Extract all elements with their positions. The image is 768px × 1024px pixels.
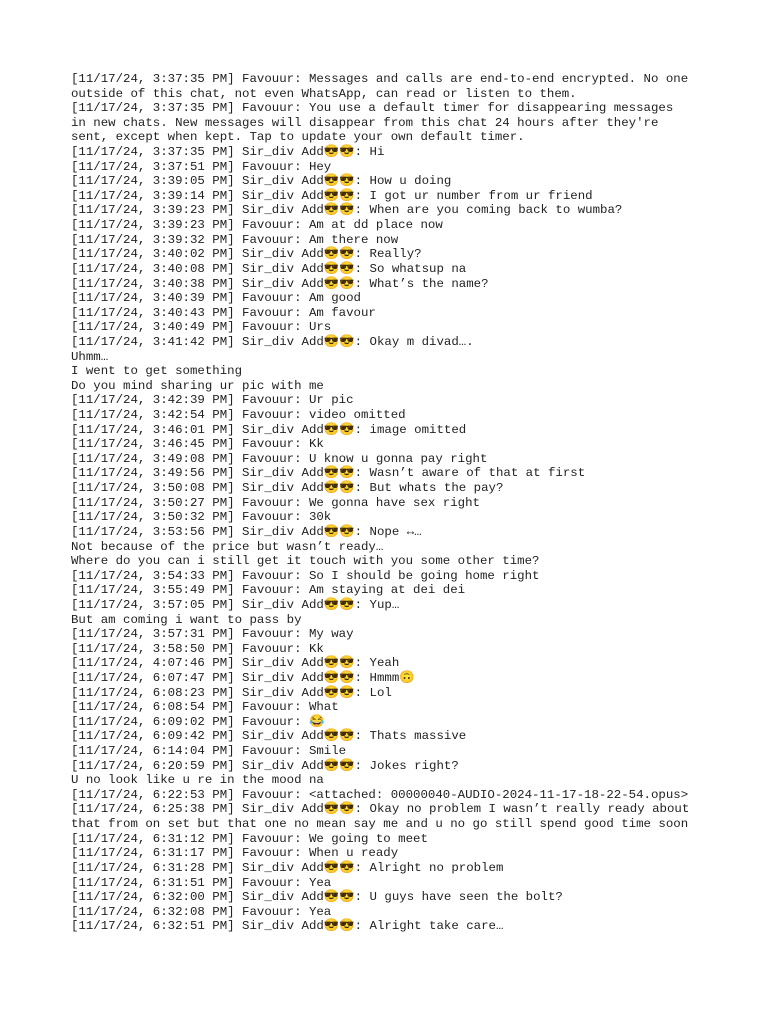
transcript-line: [11/17/24, 6:08:23 PM] Sir_div Add😎😎: Lol [71, 685, 392, 700]
transcript-line: U no look like u re in the mood na [71, 773, 324, 788]
transcript-line: I went to get something [71, 364, 243, 379]
transcript-line: in new chats. New messages will disappear from this chat 24 hours after they're [71, 115, 659, 130]
transcript-line: [11/17/24, 6:09:42 PM] Sir_div Add😎😎: Thats massive [71, 729, 467, 744]
transcript-line: [11/17/24, 6:31:51 PM] Favouur: Yea [71, 875, 332, 890]
transcript-line: But am coming i want to pass by [71, 612, 302, 627]
transcript-line: [11/17/24, 6:08:54 PM] Favouur: What [71, 700, 339, 715]
transcript-line: [11/17/24, 3:39:23 PM] Favouur: Am at dd place now [71, 218, 443, 233]
transcript-line: [11/17/24, 3:40:02 PM] Sir_div Add😎😎: Really? [71, 247, 422, 262]
transcript-line: [11/17/24, 6:31:17 PM] Favouur: When u ready [71, 846, 399, 861]
transcript-line: [11/17/24, 3:40:38 PM] Sir_div Add😎😎: What’s the name? [71, 276, 489, 291]
transcript-line: [11/17/24, 3:54:33 PM] Favouur: So I should be going home right [71, 568, 540, 583]
transcript-line: [11/17/24, 6:32:51 PM] Sir_div Add😎😎: Alright take care… [71, 919, 504, 934]
transcript-line: [11/17/24, 6:09:02 PM] Favouur: 😂 [71, 714, 325, 729]
transcript-line: [11/17/24, 3:40:43 PM] Favouur: Am favour [71, 305, 376, 320]
transcript-line: [11/17/24, 3:49:08 PM] Favouur: U know u gonna pay right [71, 451, 488, 466]
transcript-line: [11/17/24, 6:32:00 PM] Sir_div Add😎😎: U guys have seen the bolt? [71, 890, 563, 905]
transcript-line: [11/17/24, 3:40:49 PM] Favouur: Urs [71, 320, 332, 335]
transcript-line: [11/17/24, 6:07:47 PM] Sir_div Add😎😎: Hmmm🙃 [71, 670, 415, 685]
transcript-line: that from on set but that one no mean say me and u no go still spend good time soon [71, 817, 689, 832]
transcript-line: [11/17/24, 3:46:01 PM] Sir_div Add😎😎: image omitted [71, 422, 467, 437]
transcript-line: [11/17/24, 3:37:35 PM] Favouur: Messages and calls are end-to-end encrypted. No one [71, 72, 689, 86]
chat-transcript [71, 72, 711, 934]
transcript-line: [11/17/24, 6:14:04 PM] Favouur: Smile [71, 744, 347, 759]
transcript-line: [11/17/24, 3:50:32 PM] Favouur: 30k [71, 510, 332, 525]
transcript-line: [11/17/24, 3:57:05 PM] Sir_div Add😎😎: Yup… [71, 597, 400, 612]
transcript-line: [11/17/24, 3:50:08 PM] Sir_div Add😎😎: But whats the pay? [71, 481, 504, 496]
transcript-line: [11/17/24, 3:37:35 PM] Sir_div Add😎😎: Hi [71, 145, 385, 160]
transcript-line: [11/17/24, 6:25:38 PM] Sir_div Add😎😎: Okay no problem I wasn’t really ready about [71, 802, 690, 817]
transcript-line: [11/17/24, 3:39:23 PM] Sir_div Add😎😎: When are you coming back to wumba? [71, 203, 623, 218]
transcript-line: Uhmm… [71, 349, 109, 364]
transcript-line: [11/17/24, 4:07:46 PM] Sir_div Add😎😎: Yeah [71, 656, 400, 671]
transcript-line: [11/17/24, 3:50:27 PM] Favouur: We gonna have sex right [71, 495, 480, 510]
transcript-line: [11/17/24, 3:49:56 PM] Sir_div Add😎😎: Wasn’t aware of that at first [71, 466, 586, 481]
transcript-line: [11/17/24, 6:22:53 PM] Favouur: <attached: 00000040-AUDIO-2024-11-17-18-22-54.opus> [71, 787, 689, 802]
transcript-line: [11/17/24, 3:46:45 PM] Favouur: Kk [71, 437, 324, 452]
transcript-line: [11/17/24, 3:39:05 PM] Sir_div Add😎😎: How u doing [71, 174, 452, 189]
transcript-line: [11/17/24, 6:31:28 PM] Sir_div Add😎😎: Alright no problem [71, 860, 504, 875]
transcript-line: [11/17/24, 3:40:08 PM] Sir_div Add😎😎: So whatsup na [71, 261, 467, 276]
transcript-line: [11/17/24, 3:53:56 PM] Sir_div Add😎😎: Nope ↔… [71, 524, 422, 539]
transcript-line: [11/17/24, 3:37:51 PM] Favouur: Hey [71, 159, 332, 174]
transcript-line: sent, except when kept. Tap to update your own default timer. [71, 130, 525, 145]
transcript-line: Where do you can i still get it touch with you some other time? [71, 554, 540, 569]
transcript-line: [11/17/24, 3:37:35 PM] Favouur: You use a default timer for disappearing messages [71, 101, 674, 116]
transcript-line: [11/17/24, 3:40:39 PM] Favouur: Am good [71, 291, 361, 306]
transcript-line: [11/17/24, 3:41:42 PM] Sir_div Add😎😎: Okay m divad…. [71, 334, 474, 349]
transcript-line: [11/17/24, 6:32:08 PM] Favouur: Yea [71, 904, 332, 919]
transcript-line: [11/17/24, 3:57:31 PM] Favouur: My way [71, 627, 354, 642]
transcript-line: outside of this chat, not even WhatsApp, can read or listen to them. [71, 86, 577, 101]
transcript-line: [11/17/24, 3:42:54 PM] Favouur: video omitted [71, 408, 406, 423]
transcript-line: [11/17/24, 6:31:12 PM] Favouur: We going to meet [71, 831, 428, 846]
transcript-line: Do you mind sharing ur pic with me [71, 378, 324, 393]
transcript-line: [11/17/24, 3:39:32 PM] Favouur: Am there now [71, 232, 399, 247]
transcript-line: [11/17/24, 3:58:50 PM] Favouur: Kk [71, 641, 324, 656]
transcript-line: [11/17/24, 6:20:59 PM] Sir_div Add😎😎: Jokes right? [71, 758, 459, 773]
transcript-line: [11/17/24, 3:39:14 PM] Sir_div Add😎😎: I got ur number from ur friend [71, 188, 593, 203]
transcript-line: [11/17/24, 3:55:49 PM] Favouur: Am staying at dei dei [71, 583, 466, 598]
transcript-line: Not because of the price but wasn’t ready… [71, 539, 384, 554]
transcript-line: [11/17/24, 3:42:39 PM] Favouur: Ur pic [71, 393, 354, 408]
